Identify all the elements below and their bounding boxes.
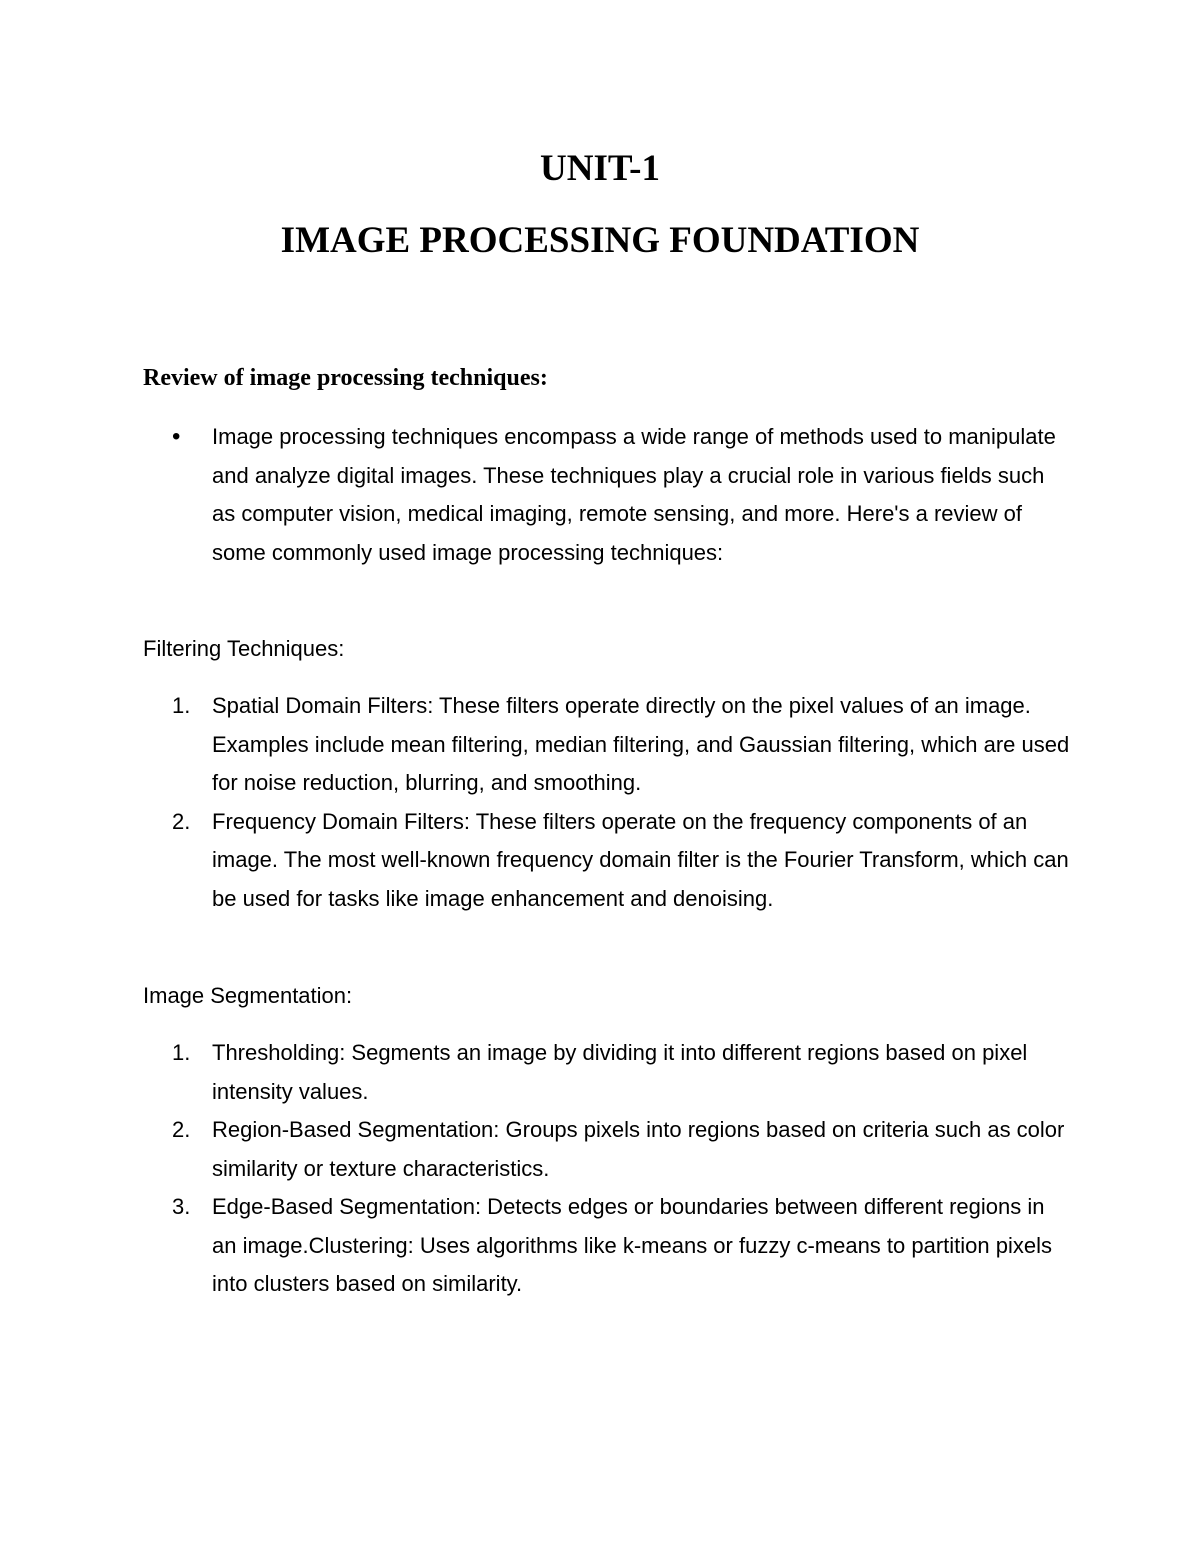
segmentation-list (172, 1034, 1072, 1304)
document-title: IMAGE PROCESSING FOUNDATION (280, 220, 920, 261)
list-item (172, 1034, 1072, 1111)
section-heading: Review of image processing techniques: (143, 365, 548, 391)
list-item (172, 1111, 1072, 1188)
bullet-marker: • (172, 423, 181, 450)
list-item (172, 1188, 1072, 1304)
filtering-list (172, 687, 1072, 918)
list-number: 2. (172, 1117, 191, 1142)
list-item-text: Frequency Domain Filters: These filters operate on the frequency components of an image. The most well-known frequency domain filter is the Fourier Transform, which can be used for tasks like image enhancement and denoising. (212, 808, 1069, 911)
list-number: 1. (172, 693, 191, 718)
intro-paragraph: Image processing techniques encompass a wide range of methods used to manipulate and analyze digital images. These techniques play a crucial role in various fields such as computer vision, medical imaging, remote sensing, and more. Here's a review of some commonly used image processing techniques: (212, 424, 1056, 565)
list-item-text: Thresholding: Segments an image by dividing it into different regions based on pixel intensity values. (212, 1040, 1028, 1104)
list-number: 3. (172, 1194, 191, 1219)
unit-title: UNIT-1 (540, 148, 660, 189)
segmentation-label: Image Segmentation: (143, 983, 353, 1008)
filtering-label: Filtering Techniques: (143, 636, 345, 661)
list-item-text: Edge-Based Segmentation: Detects edges or boundaries between different regions in an image.Clustering: Uses algorithms like k-means or fuzzy c-means to partition pixels into clusters based on similarity. (212, 1194, 1052, 1296)
list-number: 1. (172, 1040, 191, 1065)
list-item (172, 803, 1072, 919)
list-item-text: Region-Based Segmentation: Groups pixels into regions based on criteria such as color similarity or texture characteristics. (212, 1117, 1065, 1181)
list-number: 2. (172, 808, 191, 834)
list-item (172, 687, 1072, 803)
list-item-text: Spatial Domain Filters: These filters operate directly on the pixel values of an image. Examples include mean filtering, median filtering, and Gaussian filtering, which are used for noise reduction, blurring, and smoothing. (212, 693, 1070, 795)
